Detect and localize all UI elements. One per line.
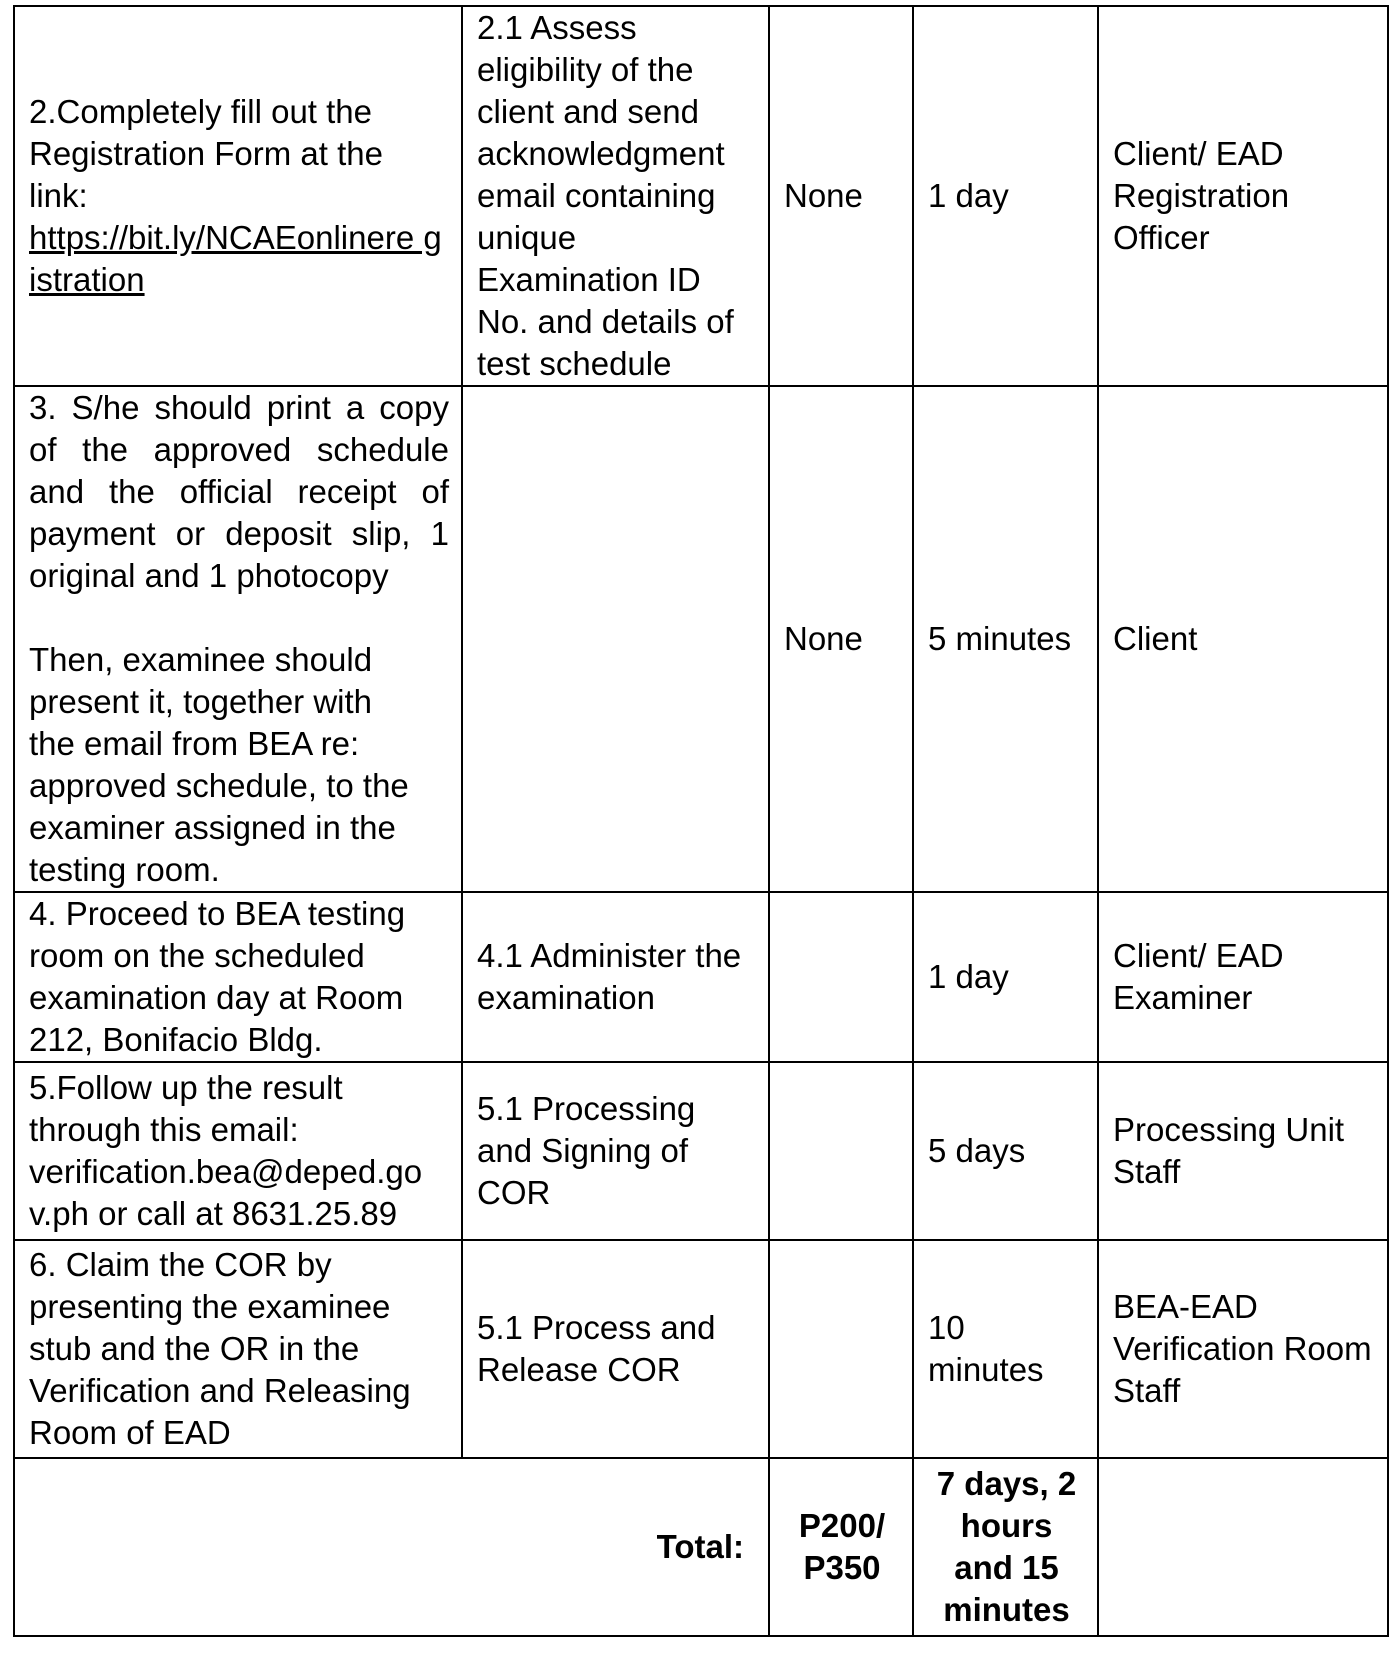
processing-time-cell: 5 days <box>913 1062 1098 1240</box>
table-row <box>14 386 1388 892</box>
agency-action-cell <box>462 386 769 892</box>
total-row <box>14 1458 1388 1636</box>
client-step-text: link: <box>29 177 88 214</box>
person-responsible-cell: BEA-EAD Verification Room Staff <box>1098 1240 1388 1458</box>
procedure-table <box>13 5 1389 1637</box>
client-step-cell <box>14 386 462 892</box>
fee-cell <box>769 1062 913 1240</box>
table-row <box>14 892 1388 1062</box>
client-step-cell: 5.Follow up the result through this email: verification.bea@deped.go v.ph or call at 8631.25.89 <box>14 1062 462 1240</box>
client-step-text: Registration Form at the <box>29 135 383 172</box>
total-label: Total: <box>14 1458 769 1636</box>
processing-time-cell: 10 minutes <box>913 1240 1098 1458</box>
total-person <box>1098 1458 1388 1636</box>
total-time: 7 days, 2 hours and 15 minutes <box>913 1458 1098 1636</box>
agency-action-cell: 5.1 Processing and Signing of COR <box>462 1062 769 1240</box>
agency-action-cell: 2.1 Assess eligibility of the client and send acknowledgment email containing unique Examination ID No. and details of test schedule <box>462 6 769 386</box>
client-step-note: Then, examinee should present it, together with the email from BEA re: approved schedule, to the examiner assigned in the testing room. <box>29 641 409 888</box>
client-step-cell: 4. Proceed to BEA testing room on the scheduled examination day at Room 212, Bonifacio Bldg. <box>14 892 462 1062</box>
fee-cell <box>769 1240 913 1458</box>
fee-cell: None <box>769 386 913 892</box>
paragraph-gap <box>29 597 449 639</box>
client-step-text: 3. S/he should print a copy of the approved schedule and the official receipt of payment or deposit slip, 1 original and 1 photocopy <box>29 389 449 594</box>
person-responsible-cell: Client/ EAD Registration Officer <box>1098 6 1388 386</box>
table-row <box>14 6 1388 386</box>
processing-time-cell: 5 minutes <box>913 386 1098 892</box>
table-row <box>14 1062 1388 1240</box>
person-responsible-cell: Client/ EAD Examiner <box>1098 892 1388 1062</box>
fee-cell: None <box>769 6 913 386</box>
client-step-cell <box>14 6 462 386</box>
total-fee: P200/ P350 <box>769 1458 913 1636</box>
person-responsible-cell: Processing Unit Staff <box>1098 1062 1388 1240</box>
agency-action-cell: 4.1 Administer the examination <box>462 892 769 1062</box>
registration-link[interactable]: https://bit.ly/NCAEonlinere gistration <box>29 219 442 298</box>
client-step-cell: 6. Claim the COR by presenting the examinee stub and the OR in the Verification and Releasing Room of EAD <box>14 1240 462 1458</box>
person-responsible-cell: Client <box>1098 386 1388 892</box>
processing-time-cell: 1 day <box>913 6 1098 386</box>
processing-time-cell: 1 day <box>913 892 1098 1062</box>
fee-cell <box>769 892 913 1062</box>
table-row <box>14 1240 1388 1458</box>
client-step-text: 2.Completely fill out the <box>29 93 373 130</box>
agency-action-cell: 5.1 Process and Release COR <box>462 1240 769 1458</box>
